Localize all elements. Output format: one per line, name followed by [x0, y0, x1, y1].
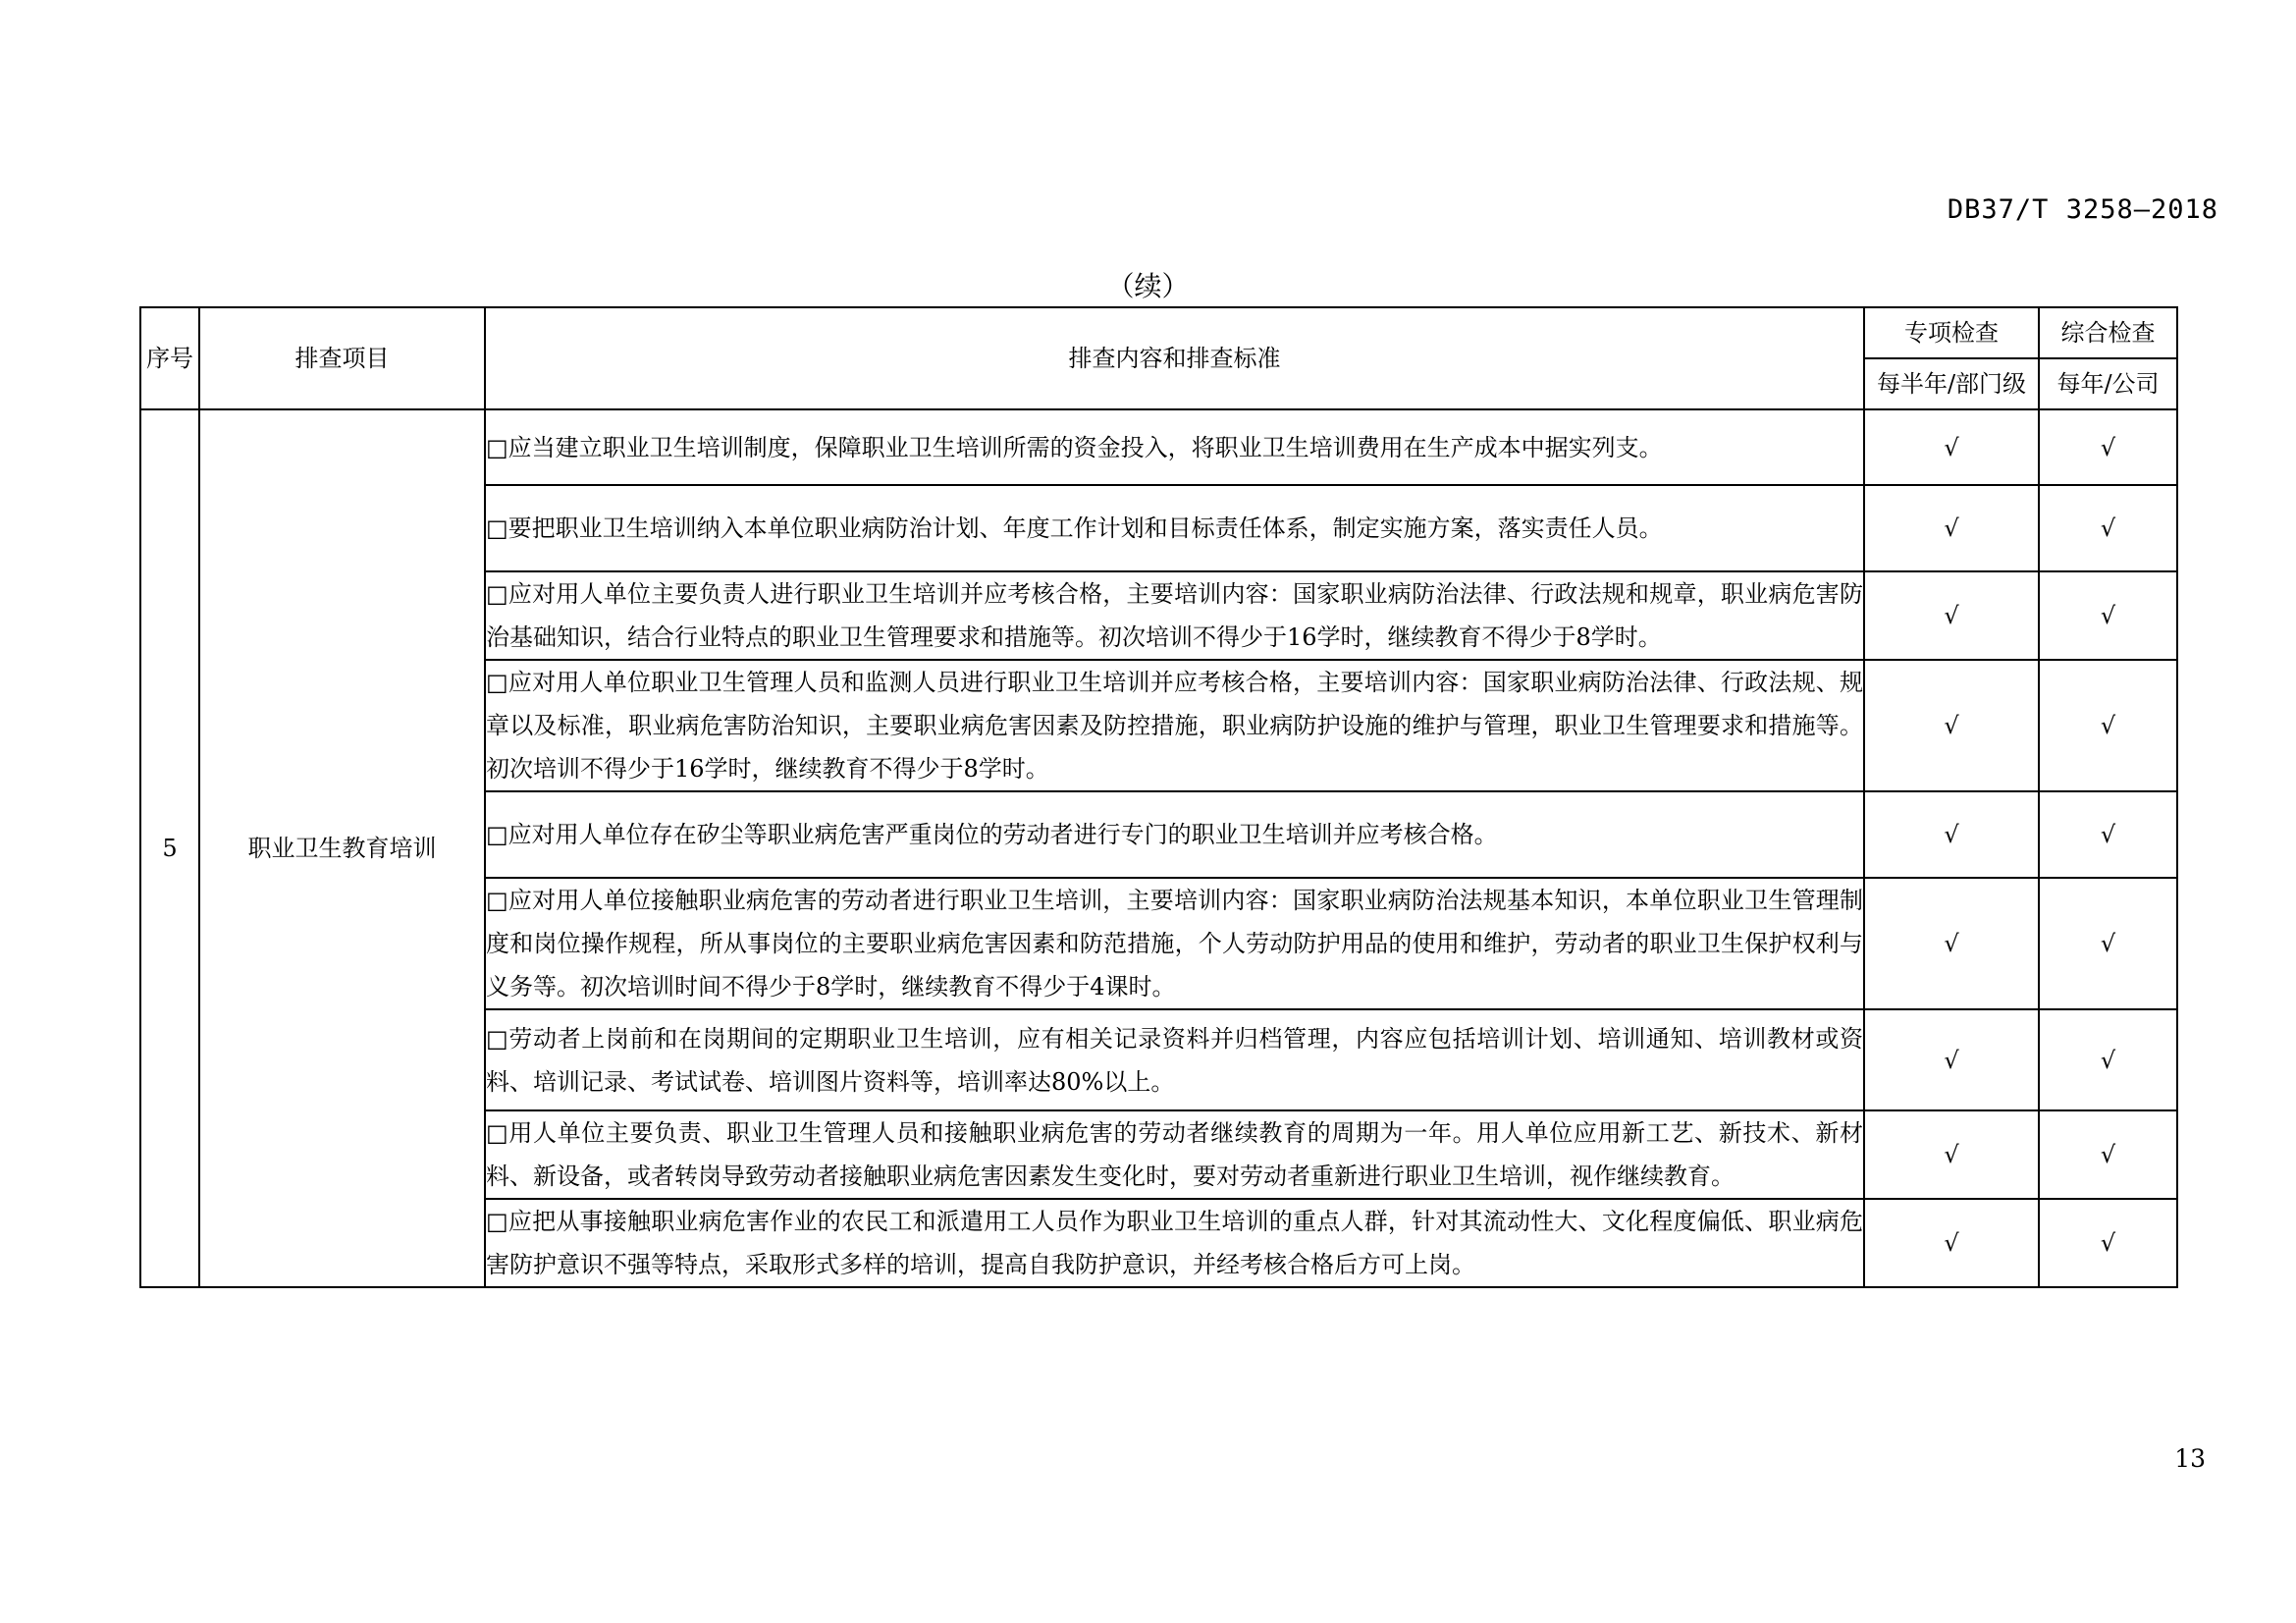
row-content: □要把职业卫生培训纳入本单位职业病防治计划、年度工作计划和目标责任体系，制定实施方案，落实责任人员。 [485, 485, 1864, 571]
special-check-mark: √ [1864, 1199, 2039, 1287]
column-header-special: 专项检查 [1864, 307, 2039, 358]
column-header-no: 序号 [140, 307, 199, 409]
general-check-mark: √ [2039, 1199, 2177, 1287]
special-check-mark: √ [1864, 660, 2039, 791]
general-check-mark: √ [2039, 485, 2177, 571]
column-header-special-frequency: 每半年/部门级 [1864, 358, 2039, 409]
special-check-mark: √ [1864, 878, 2039, 1009]
row-content: □应对用人单位存在矽尘等职业病危害严重岗位的劳动者进行专门的职业卫生培训并应考核合格。 [485, 791, 1864, 878]
row-content: □应对用人单位主要负责人进行职业卫生培训并应考核合格，主要培训内容：国家职业病防治法律、行政法规和规章，职业病危害防治基础知识，结合行业特点的职业卫生管理要求和措施等。初次培训不得少于16学时，继续教育不得少于8学时。 [485, 571, 1864, 660]
general-check-mark: √ [2039, 409, 2177, 485]
special-check-mark: √ [1864, 1009, 2039, 1110]
general-check-mark: √ [2039, 660, 2177, 791]
row-content: □劳动者上岗前和在岗期间的定期职业卫生培训，应有相关记录资料并归档管理，内容应包括培训计划、培训通知、培训教材或资料、培训记录、考试试卷、培训图片资料等，培训率达80%以上。 [485, 1009, 1864, 1110]
table-row [140, 409, 2177, 485]
special-check-mark: √ [1864, 571, 2039, 660]
special-check-mark: √ [1864, 791, 2039, 878]
group-item: 职业卫生教育培训 [199, 409, 485, 1287]
general-check-mark: √ [2039, 878, 2177, 1009]
table-header [140, 307, 2177, 409]
special-check-mark: √ [1864, 485, 2039, 571]
page-number: 13 [2174, 1444, 2206, 1473]
general-check-mark: √ [2039, 571, 2177, 660]
column-header-general-frequency: 每年/公司 [2039, 358, 2177, 409]
row-content: □应把从事接触职业病危害作业的农民工和派遣用工人员作为职业卫生培训的重点人群，针对其流动性大、文化程度偏低、职业病危害防护意识不强等特点，采取形式多样的培训，提高自我防护意识，并经考核合格后方可上岗。 [485, 1199, 1864, 1287]
group-number: 5 [140, 409, 199, 1287]
row-content: □应对用人单位接触职业病危害的劳动者进行职业卫生培训，主要培训内容：国家职业病防治法规基本知识，本单位职业卫生管理制度和岗位操作规程，所从事岗位的主要职业病危害因素和防范措施，个人劳动防护用品的使用和维护，劳动者的职业卫生保护权利与义务等。初次培训时间不得少于8学时，继续教育不得少于4课时。 [485, 878, 1864, 1009]
column-header-item: 排查项目 [199, 307, 485, 409]
standard-number: DB37/T 3258—2018 [1947, 194, 2218, 225]
general-check-mark: √ [2039, 1110, 2177, 1199]
inspection-table [139, 306, 2178, 1288]
general-check-mark: √ [2039, 1009, 2177, 1110]
general-check-mark: √ [2039, 791, 2177, 878]
special-check-mark: √ [1864, 409, 2039, 485]
column-header-content: 排查内容和排查标准 [485, 307, 1864, 409]
special-check-mark: √ [1864, 1110, 2039, 1199]
table-caption: （续） [1106, 270, 1190, 302]
row-content: □应当建立职业卫生培训制度，保障职业卫生培训所需的资金投入，将职业卫生培训费用在生产成本中据实列支。 [485, 409, 1864, 485]
column-header-general: 综合检查 [2039, 307, 2177, 358]
row-content: □用人单位主要负责、职业卫生管理人员和接触职业病危害的劳动者继续教育的周期为一年。用人单位应用新工艺、新技术、新材料、新设备，或者转岗导致劳动者接触职业病危害因素发生变化时，要对劳动者重新进行职业卫生培训，视作继续教育。 [485, 1110, 1864, 1199]
row-content: □应对用人单位职业卫生管理人员和监测人员进行职业卫生培训并应考核合格，主要培训内容：国家职业病防治法律、行政法规、规章以及标准，职业病危害防治知识，主要职业病危害因素及防控措施，职业病防护设施的维护与管理，职业卫生管理要求和措施等。初次培训不得少于16学时，继续教育不得少于8学时。 [485, 660, 1864, 791]
table-body [140, 409, 2177, 1287]
